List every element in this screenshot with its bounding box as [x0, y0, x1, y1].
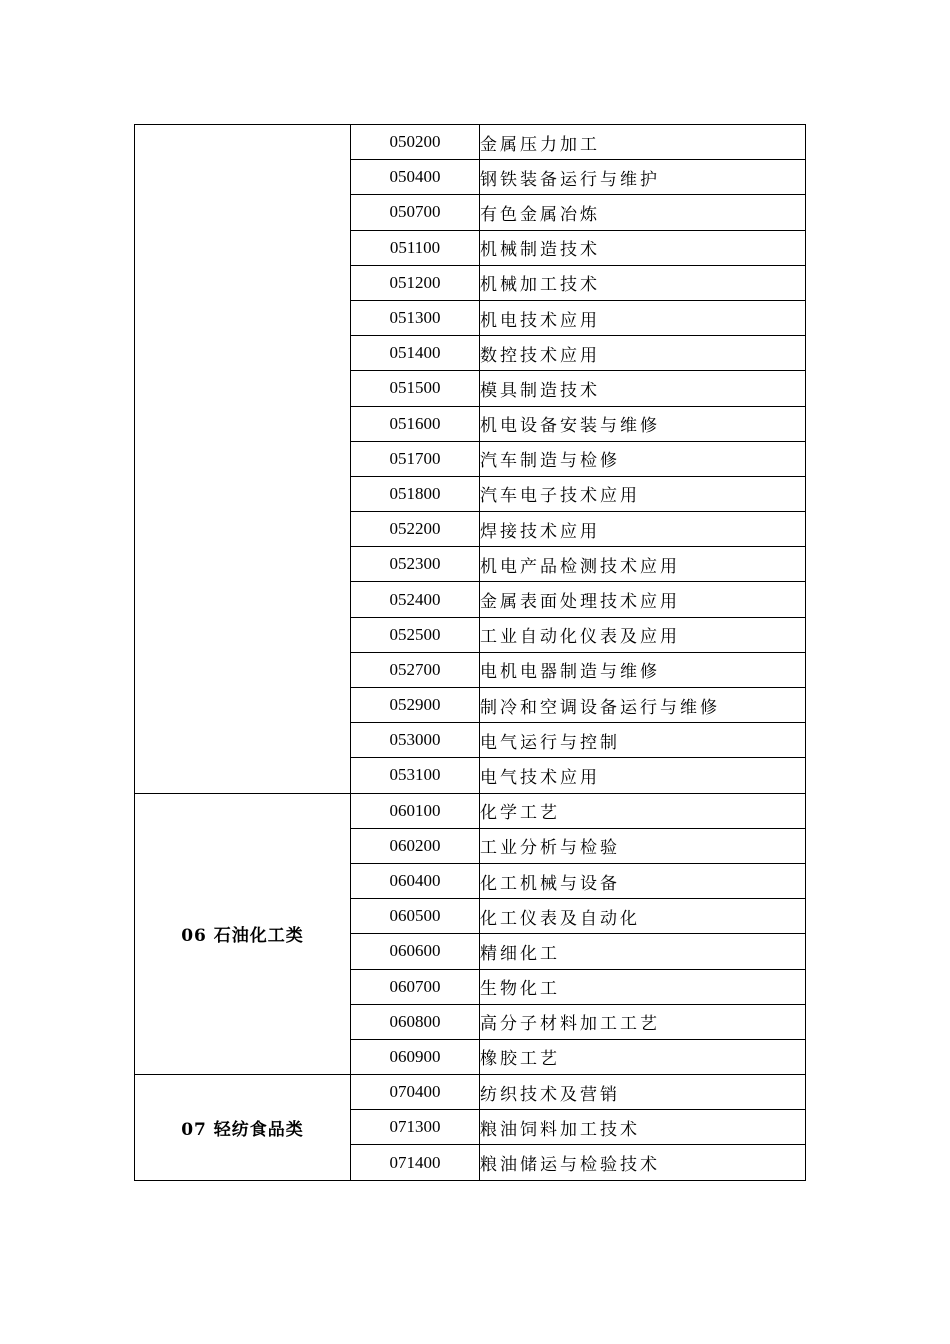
category-cell: 07 轻纺食品类: [135, 1075, 351, 1181]
major-code-cell: 071400: [351, 1145, 480, 1180]
major-code-cell: 060800: [351, 1004, 480, 1039]
major-name-cell: 生物化工: [480, 969, 806, 1004]
major-name-cell: 汽车电子技术应用: [480, 476, 806, 511]
major-name-cell: 纺织技术及营销: [480, 1075, 806, 1110]
major-code-cell: 053000: [351, 723, 480, 758]
majors-table-body: [135, 125, 806, 1181]
major-name-cell: 模具制造技术: [480, 371, 806, 406]
major-name-cell: 电气运行与控制: [480, 723, 806, 758]
category-cell: 06 石油化工类: [135, 793, 351, 1075]
major-code-cell: 051300: [351, 300, 480, 335]
major-name-cell: 金属压力加工: [480, 125, 806, 160]
major-code-cell: 060400: [351, 863, 480, 898]
major-code-cell: 051800: [351, 476, 480, 511]
major-code-cell: 051100: [351, 230, 480, 265]
major-code-cell: 051600: [351, 406, 480, 441]
major-name-cell: 化工机械与设备: [480, 863, 806, 898]
major-code-cell: 051700: [351, 441, 480, 476]
major-name-cell: 机电产品检测技术应用: [480, 547, 806, 582]
major-name-cell: 精细化工: [480, 934, 806, 969]
major-code-cell: 052200: [351, 512, 480, 547]
major-code-cell: 051400: [351, 336, 480, 371]
category-cell: [135, 125, 351, 794]
major-code-cell: 052400: [351, 582, 480, 617]
major-name-cell: 电气技术应用: [480, 758, 806, 793]
major-name-cell: 制冷和空调设备运行与维修: [480, 688, 806, 723]
table-row: [135, 1075, 806, 1110]
major-name-cell: 粮油饲料加工技术: [480, 1110, 806, 1145]
major-code-cell: 071300: [351, 1110, 480, 1145]
major-code-cell: 060900: [351, 1039, 480, 1074]
major-name-cell: 高分子材料加工工艺: [480, 1004, 806, 1039]
major-name-cell: 橡胶工艺: [480, 1039, 806, 1074]
major-name-cell: 化学工艺: [480, 793, 806, 828]
major-code-cell: 060100: [351, 793, 480, 828]
major-code-cell: 070400: [351, 1075, 480, 1110]
major-name-cell: 机电设备安装与维修: [480, 406, 806, 441]
major-name-cell: 化工仪表及自动化: [480, 899, 806, 934]
major-name-cell: 钢铁装备运行与维护: [480, 160, 806, 195]
major-code-cell: 053100: [351, 758, 480, 793]
major-code-cell: 060500: [351, 899, 480, 934]
major-name-cell: 工业分析与检验: [480, 828, 806, 863]
major-name-cell: 有色金属冶炼: [480, 195, 806, 230]
major-code-cell: 052900: [351, 688, 480, 723]
major-code-cell: 050700: [351, 195, 480, 230]
major-code-cell: 052300: [351, 547, 480, 582]
major-name-cell: 金属表面处理技术应用: [480, 582, 806, 617]
major-name-cell: 工业自动化仪表及应用: [480, 617, 806, 652]
major-code-cell: 060700: [351, 969, 480, 1004]
major-name-cell: 机械加工技术: [480, 265, 806, 300]
major-name-cell: 机械制造技术: [480, 230, 806, 265]
major-code-cell: 051500: [351, 371, 480, 406]
major-code-cell: 060600: [351, 934, 480, 969]
major-code-cell: 050400: [351, 160, 480, 195]
major-code-cell: 050200: [351, 125, 480, 160]
table-row: [135, 125, 806, 160]
major-code-cell: 052700: [351, 652, 480, 687]
table-row: [135, 793, 806, 828]
major-code-cell: 060200: [351, 828, 480, 863]
major-name-cell: 数控技术应用: [480, 336, 806, 371]
majors-table: [134, 124, 806, 1181]
major-name-cell: 汽车制造与检修: [480, 441, 806, 476]
major-code-cell: 052500: [351, 617, 480, 652]
major-name-cell: 粮油储运与检验技术: [480, 1145, 806, 1180]
major-name-cell: 焊接技术应用: [480, 512, 806, 547]
major-name-cell: 电机电器制造与维修: [480, 652, 806, 687]
major-code-cell: 051200: [351, 265, 480, 300]
major-name-cell: 机电技术应用: [480, 300, 806, 335]
